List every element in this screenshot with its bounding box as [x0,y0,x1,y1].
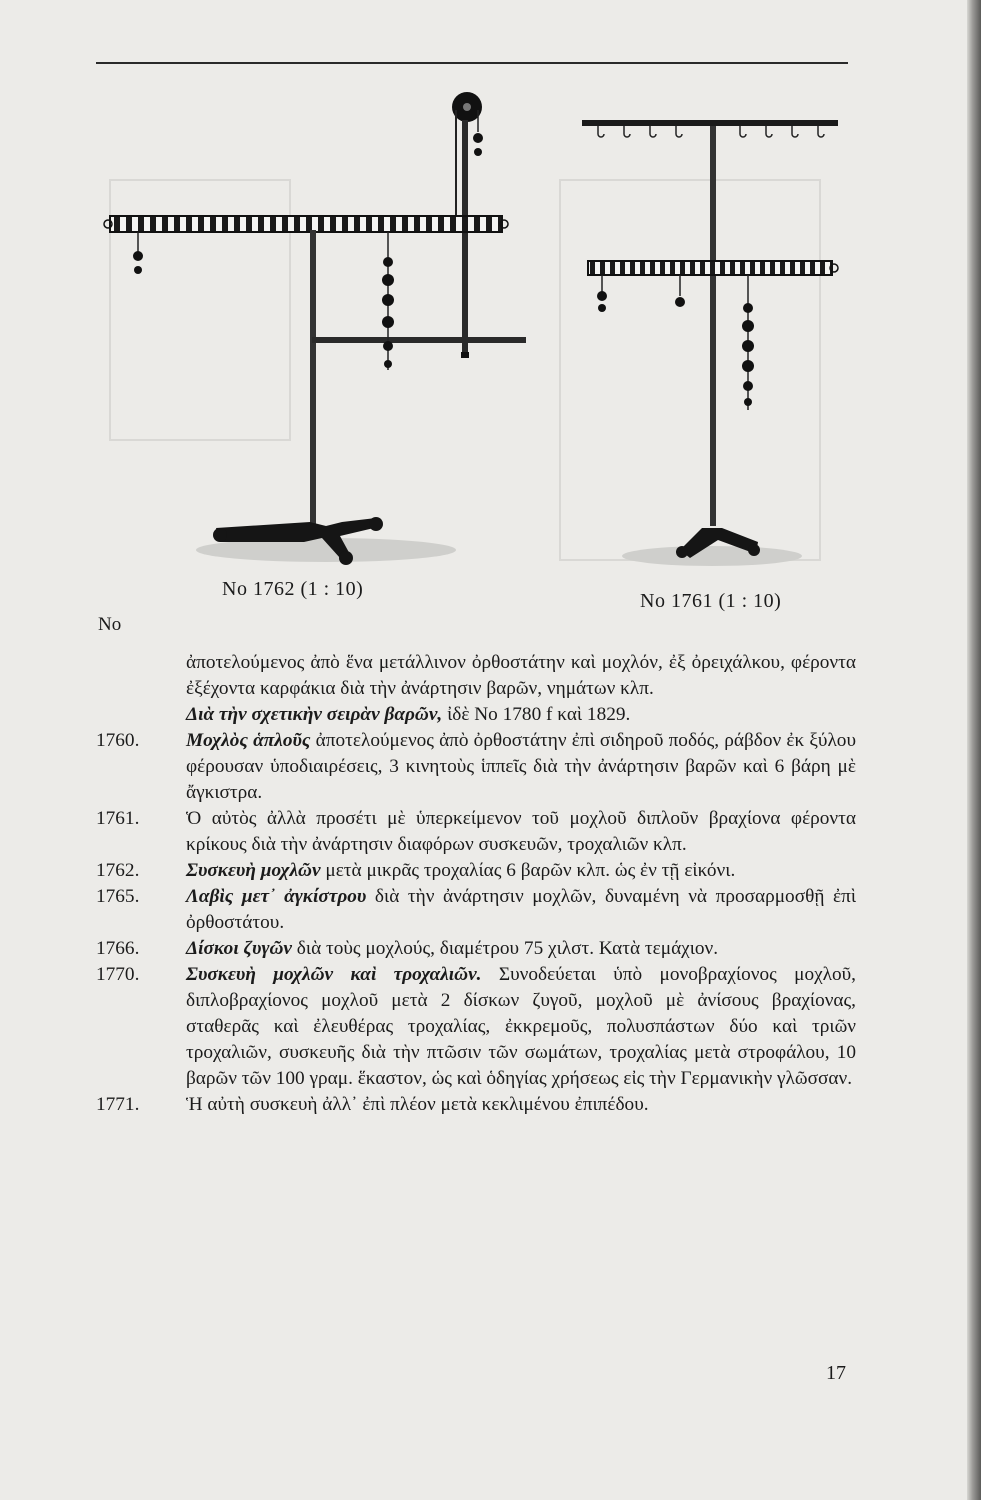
top-rule [96,62,848,64]
entry-text: διὰ τοὺς μοχλούς, διαμέτρου 75 χιλστ. Κατὰ τεμάχιον. [291,938,719,959]
page-number: 17 [826,1362,846,1384]
continuation-paragraph: ἀποτελούμενος ἀπὸ ἕνα μετάλλινον ὀρθοστάτην καὶ μοχλόν, ἐξ ὀρειχάλκου, φέροντα ἐξέχοντα καρφάκια διὰ τὴν ἀνάρτησιν βαρῶν, νημάτων κλπ. [186,652,856,699]
entry-text: Ἡ αὐτὴ συσκευὴ ἀλλ᾽ ἐπὶ πλέον μετὰ κεκλιμένου ἐπιπέδου. [186,1094,649,1115]
entry-text: μετὰ μικρᾶς τροχαλίας 6 βαρῶν κλπ. ὡς ἐν τῇ εἰκόνι. [320,860,736,881]
entry-number: 1762. [96,860,140,881]
entry-text: Ὁ αὐτὸς ἀλλὰ προσέτι μὲ ὑπερκείμενον τοῦ μοχλοῦ διπλοῦν βραχίονα φέροντα κρίκους διὰ τὴν ἀνάρτησιν διαφόρων συσκευῶν, τροχαλιῶν κλπ. [186,808,856,855]
figure-caption-1761: No 1761 (1 : 10) [640,590,782,612]
lever-apparatus-1761 [582,120,838,566]
entry-text: διὰ τὴν ἀνάρτησιν μοχλῶν, δυναμένη νὰ προσαρμοσθῇ ἐπὶ ὀρθοστάτου. [186,886,857,933]
entry-heading: Δίσκοι ζυγῶν [186,938,292,959]
catalog-text [96,650,856,1118]
catalog-entry-1765 [96,884,856,936]
catalog-entry-1770 [96,962,856,1092]
catalog-entry-1762 [96,858,856,884]
figure-caption-1762: No 1762 (1 : 10) [222,578,364,600]
entry-heading: Λαβὶς μετ᾽ ἀγκίστρου [186,886,367,907]
note-heading: Διὰ τὴν σχετικὴν σειρὰν βαρῶν, [186,704,443,725]
catalog-entry-1760 [96,728,856,806]
entry-number: 1760. [96,730,140,751]
catalog-entry-1761 [96,806,856,858]
entry-number: 1765. [96,886,140,907]
catalog-entry-1771 [96,1092,856,1118]
entry-number: 1766. [96,938,140,959]
entry-heading: Μοχλὸς ἁπλοῦς [186,730,311,751]
page-edge-shadow [967,0,981,1500]
note-text: ἰδὲ No 1780 f καὶ 1829. [442,704,631,725]
apparatus-illustration [90,80,850,620]
entry-heading: Συσκευὴ μοχλῶν καὶ τροχαλιῶν. [186,964,482,985]
entry-heading: Συσκευὴ μοχλῶν [186,860,321,881]
entry-text: Συνοδεύεται ὑπὸ μονοβραχίονος μοχλοῦ, διπλοβραχίονος μοχλοῦ μετὰ 2 δίσκων ζυγοῦ, μοχλοῦ μὲ ἀνίσους βραχίονας, σταθερᾶς καὶ ἐλευθέρας τροχαλίας, ἐκκρεμοῦς, πολυσπάστων δύο καὶ τριῶν τροχαλιῶν, συσκευῆς διὰ τὴν πτῶσιν τῶν σωμάτων, τροχαλίας μετὰ στροφάλου, 10 βαρῶν τῶν 100 γραμ. ἕκαστον, ὡς καὶ ὁδηγίας χρήσεως εἰς τὴν Γερμανικὴν γλῶσσαν. [186,964,857,1089]
entry-number: 1771. [96,1094,140,1115]
lever-apparatus-1762 [104,92,526,565]
margin-label: No [98,614,122,635]
entry-number: 1761. [96,808,140,829]
related-weights-note [186,702,856,728]
entry-number: 1770. [96,964,140,985]
catalog-entry-1766 [96,936,856,962]
entry-text: ἀποτελούμενος ἀπὸ ὀρθοστάτην ἐπὶ σιδηροῦ ποδός, ράβδον ἐκ ξύλου φέρουσαν ὑποδιαιρέσεις, 3 κινητοὺς ἱππεῖς διὰ τὴν ἀνάρτησιν βαρῶν καὶ 6 βάρη μὲ ἄγκιστρα. [186,730,856,803]
